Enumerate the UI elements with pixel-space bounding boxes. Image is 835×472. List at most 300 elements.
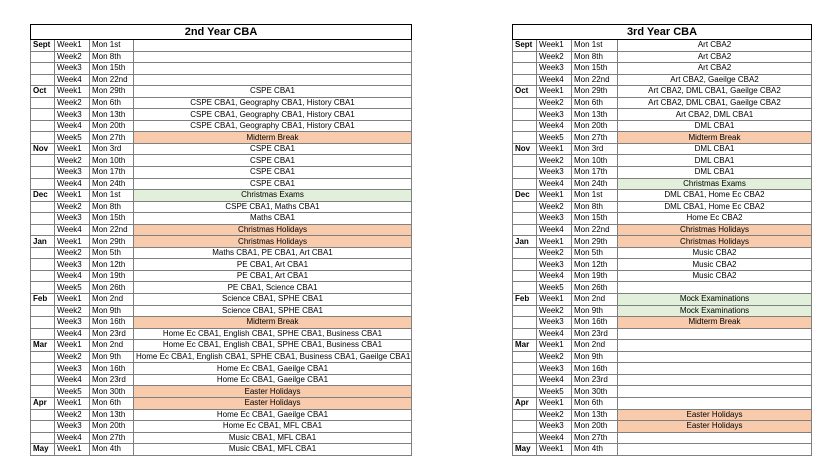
event-cell: CSPE CBA1, Geography CBA1, History CBA1 [134,97,412,109]
event-cell [618,374,812,386]
event-cell: Science CBA1, SPHE CBA1 [134,305,412,317]
table-row [31,397,412,409]
event-cell: Art CBA2 [618,40,812,52]
week-cell: Week1 [537,86,572,98]
month-cell: Apr [31,397,55,409]
week-cell: Week5 [55,132,90,144]
month-cell [513,155,537,167]
event-cell: Christmas Exams [618,178,812,190]
event-cell: CSPE CBA1 [134,86,412,98]
table-row [31,247,412,259]
event-cell: Mock Examinations [618,305,812,317]
week-cell: Week2 [55,351,90,363]
month-cell [31,270,55,282]
month-cell [513,178,537,190]
month-cell [513,374,537,386]
week-cell: Week2 [55,97,90,109]
month-cell [513,363,537,375]
month-cell: Apr [513,397,537,409]
date-cell: Mon 29th [572,236,618,248]
event-cell: Home Ec CBA1, Gaeilge CBA1 [134,363,412,375]
event-cell: Home Ec CBA1, English CBA1, SPHE CBA1, Business CBA1, Gaeilge CBA1 [134,351,412,363]
event-cell: Midterm Break [134,317,412,329]
table-row [513,386,812,398]
date-cell: Mon 17th [572,167,618,179]
week-cell: Week3 [537,363,572,375]
date-cell: Mon 23rd [572,328,618,340]
month-cell: Feb [31,294,55,306]
date-cell: Mon 22nd [90,224,134,236]
event-cell [618,282,812,294]
table-row [513,63,812,75]
date-cell: Mon 24th [90,178,134,190]
month-cell: Sept [513,40,537,52]
event-cell: Art CBA2 [618,63,812,75]
month-cell [31,386,55,398]
month-cell [31,282,55,294]
event-cell: DML CBA1 [618,120,812,132]
month-cell [31,305,55,317]
week-cell: Week3 [537,259,572,271]
week-cell: Week5 [537,132,572,144]
week-cell: Week3 [55,363,90,375]
date-cell: Mon 20th [572,120,618,132]
event-cell: Music CBA2 [618,259,812,271]
table-row [513,397,812,409]
week-cell: Week5 [537,282,572,294]
event-cell: PE CBA1, Art CBA1 [134,259,412,271]
table-row [513,224,812,236]
event-cell: CSPE CBA1, Maths CBA1 [134,201,412,213]
table-row [31,74,412,86]
date-cell: Mon 20th [90,421,134,433]
event-cell: Home Ec CBA1, MFL CBA1 [134,421,412,433]
month-cell [513,213,537,225]
table-row [513,282,812,294]
date-cell: Mon 2nd [572,340,618,352]
event-cell: Easter Holidays [618,409,812,421]
date-cell: Mon 8th [572,51,618,63]
month-cell [31,63,55,75]
date-cell: Mon 16th [90,363,134,375]
month-cell: Dec [31,190,55,202]
event-cell: Music CBA2 [618,270,812,282]
event-cell: Art CBA2, DML CBA1 [618,109,812,121]
week-cell: Week3 [55,317,90,329]
third-year-rows [513,40,812,456]
event-cell: Science CBA1, SPHE CBA1 [134,294,412,306]
date-cell: Mon 6th [572,97,618,109]
month-cell [513,51,537,63]
week-cell: Week1 [537,143,572,155]
date-cell: Mon 20th [572,421,618,433]
event-cell: Home Ec CBA2 [618,213,812,225]
week-cell: Week2 [55,305,90,317]
week-cell: Week1 [55,40,90,52]
month-cell [513,351,537,363]
month-cell: Nov [31,143,55,155]
table-row [31,224,412,236]
date-cell: Mon 1st [90,190,134,202]
date-cell: Mon 29th [90,236,134,248]
week-cell: Week1 [55,190,90,202]
month-cell [513,97,537,109]
week-cell: Week4 [537,178,572,190]
table-row [513,143,812,155]
table-row [513,201,812,213]
date-cell: Mon 8th [572,201,618,213]
date-cell: Mon 13th [572,409,618,421]
date-cell: Mon 6th [90,97,134,109]
month-cell [31,351,55,363]
date-cell: Mon 8th [90,51,134,63]
week-cell: Week3 [537,421,572,433]
table-row [31,97,412,109]
table-row [31,421,412,433]
table-row [31,132,412,144]
week-cell: Week1 [55,236,90,248]
month-cell [31,421,55,433]
table-row [31,294,412,306]
month-cell [31,328,55,340]
week-cell: Week2 [537,51,572,63]
week-cell: Week4 [55,270,90,282]
month-cell [513,224,537,236]
month-cell [513,432,537,444]
week-cell: Week2 [55,247,90,259]
event-cell: DML CBA1 [618,143,812,155]
week-cell: Week1 [537,294,572,306]
table-row [513,213,812,225]
week-cell: Week5 [55,282,90,294]
event-cell: Music CBA1, MFL CBA1 [134,444,412,456]
date-cell: Mon 10th [572,155,618,167]
week-cell: Week2 [55,51,90,63]
week-cell: Week4 [537,120,572,132]
week-cell: Week1 [537,236,572,248]
table-row [31,432,412,444]
table-row [31,178,412,190]
table-row [513,340,812,352]
week-cell: Week3 [55,109,90,121]
table-row [31,213,412,225]
event-cell: Maths CBA1, PE CBA1, Art CBA1 [134,247,412,259]
month-cell [31,132,55,144]
event-cell: DML CBA1, Home Ec CBA2 [618,201,812,213]
table-row [513,51,812,63]
month-cell: Oct [513,86,537,98]
month-cell [31,213,55,225]
week-cell: Week4 [55,432,90,444]
week-cell: Week1 [55,340,90,352]
table-row [31,259,412,271]
event-cell: Art CBA2 [618,51,812,63]
event-cell: Music CBA1, MFL CBA1 [134,432,412,444]
date-cell: Mon 22nd [572,224,618,236]
date-cell: Mon 5th [90,247,134,259]
third-year-title: 3rd Year CBA [513,25,812,40]
table-row [513,421,812,433]
week-cell: Week4 [55,120,90,132]
date-cell: Mon 15th [572,213,618,225]
week-cell: Week3 [55,421,90,433]
month-cell [513,305,537,317]
month-cell [31,432,55,444]
month-cell [513,201,537,213]
table-row [31,317,412,329]
month-cell [31,167,55,179]
event-cell: Christmas Holidays [134,236,412,248]
month-cell [31,155,55,167]
event-cell: Art CBA2, DML CBA1, Gaeilge CBA2 [618,97,812,109]
table-row [513,86,812,98]
month-cell [31,201,55,213]
table-row [31,109,412,121]
table-row [31,328,412,340]
month-cell: Sept [31,40,55,52]
month-cell [513,74,537,86]
month-cell [513,132,537,144]
date-cell: Mon 2nd [90,340,134,352]
table-row [31,155,412,167]
event-cell: Christmas Holidays [618,236,812,248]
table-row [513,190,812,202]
week-cell: Week2 [537,201,572,213]
date-cell: Mon 27th [90,432,134,444]
event-cell: Art CBA2, DML CBA1, Gaeilge CBA2 [618,86,812,98]
week-cell: Week3 [55,63,90,75]
table-row [513,270,812,282]
table-row [31,340,412,352]
date-cell: Mon 3rd [572,143,618,155]
table-row [31,236,412,248]
date-cell: Mon 16th [572,317,618,329]
week-cell: Week2 [537,247,572,259]
month-cell [513,120,537,132]
second-year-rows [31,40,412,456]
date-cell: Mon 26th [572,282,618,294]
event-cell [134,51,412,63]
table-row [31,363,412,375]
month-cell [31,74,55,86]
event-cell [618,444,812,456]
event-cell: DML CBA1 [618,155,812,167]
month-cell [513,109,537,121]
date-cell: Mon 10th [90,155,134,167]
event-cell [618,340,812,352]
date-cell: Mon 27th [572,132,618,144]
month-cell [31,120,55,132]
week-cell: Week3 [537,63,572,75]
table-row [513,97,812,109]
table-row [31,167,412,179]
month-cell: Nov [513,143,537,155]
week-cell: Week5 [55,386,90,398]
date-cell: Mon 26th [90,282,134,294]
event-cell [618,328,812,340]
date-cell: Mon 9th [572,351,618,363]
table-row [513,305,812,317]
date-cell: Mon 15th [90,213,134,225]
table-row [513,409,812,421]
month-cell [31,363,55,375]
month-cell [31,97,55,109]
date-cell: Mon 23rd [90,374,134,386]
week-cell: Week2 [537,351,572,363]
month-cell: Jan [31,236,55,248]
date-cell: Mon 19th [572,270,618,282]
month-cell: Jan [513,236,537,248]
date-cell: Mon 27th [90,132,134,144]
week-cell: Week1 [55,86,90,98]
date-cell: Mon 1st [572,190,618,202]
table-row [31,51,412,63]
third-year-cba-table [512,24,812,456]
second-year-cba-table [30,24,412,456]
event-cell [618,432,812,444]
second-year-title: 2nd Year CBA [31,25,412,40]
week-cell: Week1 [537,444,572,456]
event-cell: DML CBA1, Home Ec CBA2 [618,190,812,202]
month-cell: Oct [31,86,55,98]
event-cell: Easter Holidays [134,386,412,398]
event-cell: CSPE CBA1, Geography CBA1, History CBA1 [134,120,412,132]
week-cell: Week1 [55,143,90,155]
week-cell: Week4 [55,178,90,190]
week-cell: Week4 [537,374,572,386]
event-cell: Home Ec CBA1, Gaeilge CBA1 [134,409,412,421]
event-cell: Home Ec CBA1, English CBA1, SPHE CBA1, Business CBA1 [134,328,412,340]
month-cell: Mar [513,340,537,352]
date-cell: Mon 6th [90,397,134,409]
table-row [513,155,812,167]
event-cell: Maths CBA1 [134,213,412,225]
event-cell: Art CBA2, Gaeilge CBA2 [618,74,812,86]
week-cell: Week3 [537,167,572,179]
event-cell: PE CBA1, Science CBA1 [134,282,412,294]
event-cell: Christmas Holidays [134,224,412,236]
week-cell: Week2 [55,155,90,167]
month-cell: May [513,444,537,456]
date-cell: Mon 2nd [90,294,134,306]
table-row [31,444,412,456]
table-row [31,305,412,317]
date-cell: Mon 5th [572,247,618,259]
week-cell: Week3 [55,213,90,225]
date-cell: Mon 2nd [572,294,618,306]
table-row [513,167,812,179]
week-cell: Week1 [537,340,572,352]
week-cell: Week1 [55,294,90,306]
event-cell: DML CBA1 [618,167,812,179]
week-cell: Week2 [537,97,572,109]
event-cell: Christmas Holidays [618,224,812,236]
event-cell [618,351,812,363]
table-row [513,294,812,306]
table-row [513,178,812,190]
table-row [513,40,812,52]
date-cell: Mon 22nd [90,74,134,86]
month-cell [513,247,537,259]
month-cell [513,328,537,340]
week-cell: Week4 [537,74,572,86]
month-cell [31,109,55,121]
month-cell: May [31,444,55,456]
table-row [513,247,812,259]
month-cell: Mar [31,340,55,352]
event-cell: Christmas Exams [134,190,412,202]
month-cell [31,317,55,329]
table-row [31,270,412,282]
week-cell: Week4 [55,328,90,340]
table-row [513,74,812,86]
table-row [31,63,412,75]
week-cell: Week4 [55,224,90,236]
table-row [513,236,812,248]
week-cell: Week1 [55,444,90,456]
month-cell [513,317,537,329]
table-row [31,386,412,398]
month-cell [31,409,55,421]
table-row [31,143,412,155]
table-row [513,109,812,121]
date-cell: Mon 8th [90,201,134,213]
table-row [513,132,812,144]
event-cell: CSPE CBA1 [134,143,412,155]
date-cell: Mon 20th [90,120,134,132]
week-cell: Week1 [55,397,90,409]
date-cell: Mon 9th [90,351,134,363]
date-cell: Mon 13th [90,409,134,421]
month-cell [513,167,537,179]
date-cell: Mon 13th [90,109,134,121]
week-cell: Week4 [537,328,572,340]
date-cell: Mon 3rd [90,143,134,155]
date-cell: Mon 1st [572,40,618,52]
date-cell: Mon 16th [90,317,134,329]
table-row [513,363,812,375]
date-cell: Mon 29th [90,86,134,98]
date-cell: Mon 27th [572,432,618,444]
event-cell [134,40,412,52]
month-cell [513,421,537,433]
event-cell: Mock Examinations [618,294,812,306]
month-cell [31,247,55,259]
date-cell: Mon 30th [90,386,134,398]
month-cell [31,259,55,271]
table-row [513,328,812,340]
date-cell: Mon 12th [572,259,618,271]
event-cell [134,74,412,86]
month-cell [513,282,537,294]
month-cell [31,374,55,386]
month-cell [31,224,55,236]
date-cell: Mon 17th [90,167,134,179]
table-row [31,201,412,213]
month-cell [31,178,55,190]
month-cell: Dec [513,190,537,202]
table-row [513,351,812,363]
week-cell: Week1 [537,397,572,409]
week-cell: Week2 [55,201,90,213]
week-cell: Week3 [537,317,572,329]
event-cell: Easter Holidays [618,421,812,433]
week-cell: Week1 [537,40,572,52]
month-cell [31,51,55,63]
event-cell: Midterm Break [134,132,412,144]
week-cell: Week2 [537,305,572,317]
event-cell [618,386,812,398]
